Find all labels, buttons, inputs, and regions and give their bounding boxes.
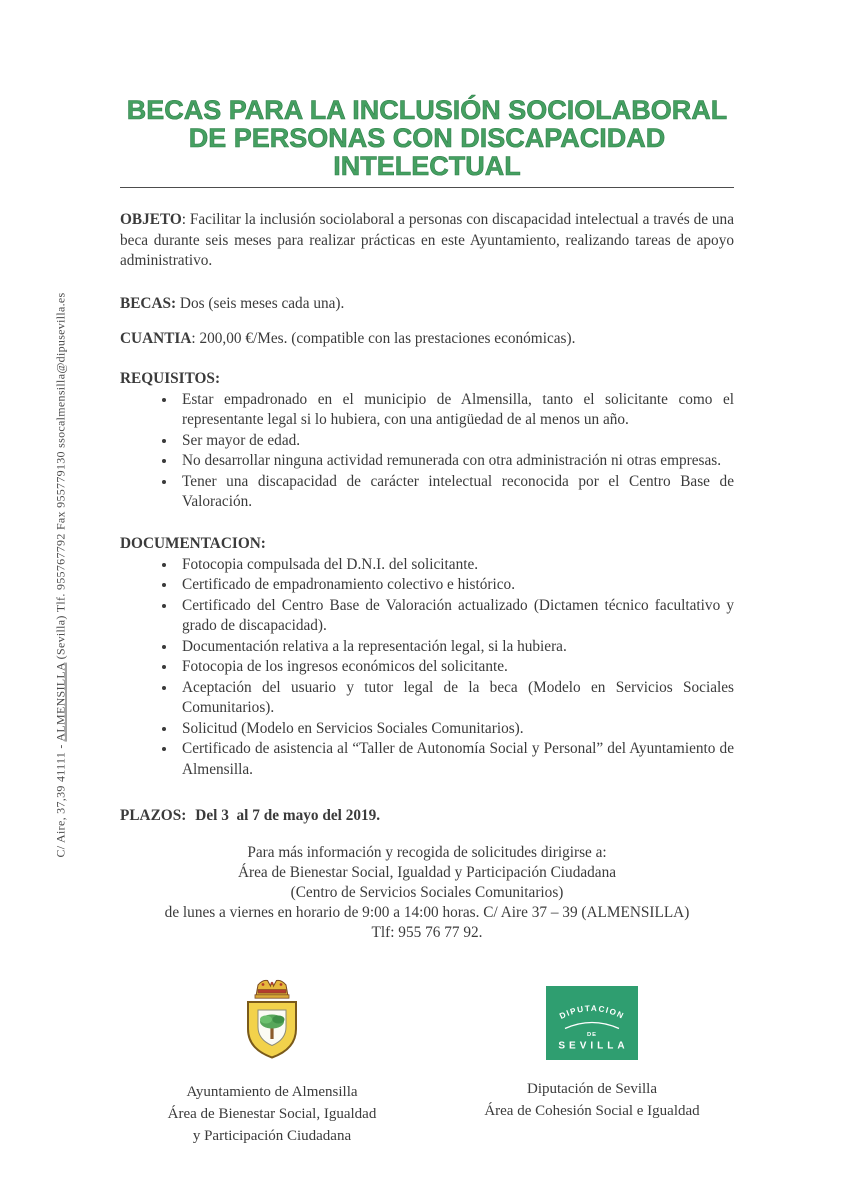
documentacion-heading: DOCUMENTACION: [120, 534, 266, 552]
diputacion-caption [450, 1078, 734, 1122]
list-item: • Certificado de empadronamiento colectivo e histórico. [177, 575, 734, 596]
list-item: • Tener una discapacidad de carácter intelectual reconocida por el Centro Base de Valoración. [177, 472, 734, 513]
caption-line: Diputación de Sevilla [527, 1080, 657, 1097]
contact-info-block [120, 843, 734, 943]
list-item: • Fotocopia compulsada del D.N.I. del solicitante. [177, 555, 734, 576]
list-item: • No desarrollar ninguna actividad remunerada con otra administración ni otras empresas. [177, 451, 734, 472]
objeto-text: : Facilitar la inclusión sociolaboral a personas con discapacidad intelectual a través de una beca durante seis meses para realizar prácticas en este Ayuntamiento, realizando tareas de apoyo administrativo. [120, 211, 734, 269]
caption-line: Área de Cohesión Social e Igualdad [484, 1102, 700, 1119]
ayuntamiento-caption [120, 1081, 424, 1147]
main-content [120, 96, 734, 1193]
info-line: Para más información y recogida de solicitudes dirigirse a: [247, 843, 607, 861]
logo-sevilla-text: SEVILLA [558, 1040, 629, 1051]
diputacion-sevilla-logo [546, 986, 638, 1060]
title-line-3: INTELECTUAL [333, 151, 521, 181]
list-item: • Documentación relativa a la representación legal, si la hubiera. [177, 637, 734, 658]
footer-logos [120, 977, 734, 1193]
requisitos-heading: REQUISITOS: [120, 369, 221, 387]
plazos-text: Del 3 al 7 de mayo del 2019. [195, 807, 381, 824]
logo-arc-text: DIPUTACION [558, 1003, 626, 1021]
requisitos-list [120, 390, 734, 513]
list-item: • Estar empadronado en el municipio de Almensilla, tanto el solicitante como el representante legal si lo hubiera, con una antigüedad de al menos un año. [177, 390, 734, 431]
info-line: Área de Bienestar Social, Igualdad y Participación Ciudadana [237, 863, 617, 881]
logo-de-text: DE [586, 1031, 598, 1038]
becas-text: Dos (seis meses cada una). [176, 294, 345, 312]
title-line-1: BECAS PARA LA INCLUSIÓN SOCIOLABORAL [126, 95, 728, 125]
objeto-label: OBJETO [120, 211, 182, 228]
objeto-paragraph [120, 210, 734, 272]
list-item: • Certificado del Centro Base de Valoración actualizado (Dictamen técnico facultativo y grado de discapacidad). [177, 596, 734, 637]
becas-label: BECAS: [120, 294, 177, 312]
list-item: • Aceptación del usuario y tutor legal de la beca (Modelo en Servicios Sociales Comunitarios). [177, 678, 734, 719]
caption-line: y Participación Ciudadana [192, 1127, 352, 1144]
cuantia-line [120, 329, 734, 350]
page-title [120, 96, 734, 180]
contact-address: C/ Aire, 37,39 41111 - [53, 741, 68, 858]
list-item: • Certificado de asistencia al “Taller de Autonomía Social y Personal” del Ayuntamiento de Almensilla. [177, 739, 734, 780]
cuantia-label: CUANTIA [120, 330, 192, 347]
diputacion-column [450, 977, 734, 1122]
list-item: • Solicitud (Modelo en Servicios Sociales Comunitarios). [177, 719, 734, 740]
title-divider [120, 187, 734, 188]
caption-line: Área de Bienestar Social, Igualdad [167, 1105, 377, 1122]
title-line-2: DE PERSONAS CON DISCAPACIDAD [188, 123, 666, 153]
contact-phone-email: (Sevilla) Tlf. 955767792 Fax 955779130 ssocalmensilla@dipusevilla.es [53, 292, 68, 663]
cuantia-text: : 200,00 €/Mes. (compatible con las prestaciones económicas). [191, 330, 576, 347]
plazos-line [120, 806, 734, 827]
ayuntamiento-column [120, 977, 424, 1147]
info-line: Tlf: 955 76 77 92. [371, 923, 483, 941]
almensilla-crest-logo [241, 977, 303, 1063]
list-item: • Ser mayor de edad. [177, 431, 734, 452]
caption-line: Ayuntamiento de Almensilla [186, 1083, 358, 1100]
info-line: (Centro de Servicios Sociales Comunitarios) [290, 883, 564, 901]
vertical-contact-info [54, 292, 69, 857]
info-line: de lunes a viernes en horario de 9:00 a 14:00 horas. C/ Aire 37 – 39 (ALMENSILLA) [164, 903, 690, 921]
documentacion-list [120, 555, 734, 781]
becas-line [120, 294, 734, 315]
plazos-label: PLAZOS: [120, 807, 187, 824]
contact-municipality: ALMENSILLA [53, 662, 68, 742]
list-item: • Fotocopia de los ingresos económicos del solicitante. [177, 657, 734, 678]
